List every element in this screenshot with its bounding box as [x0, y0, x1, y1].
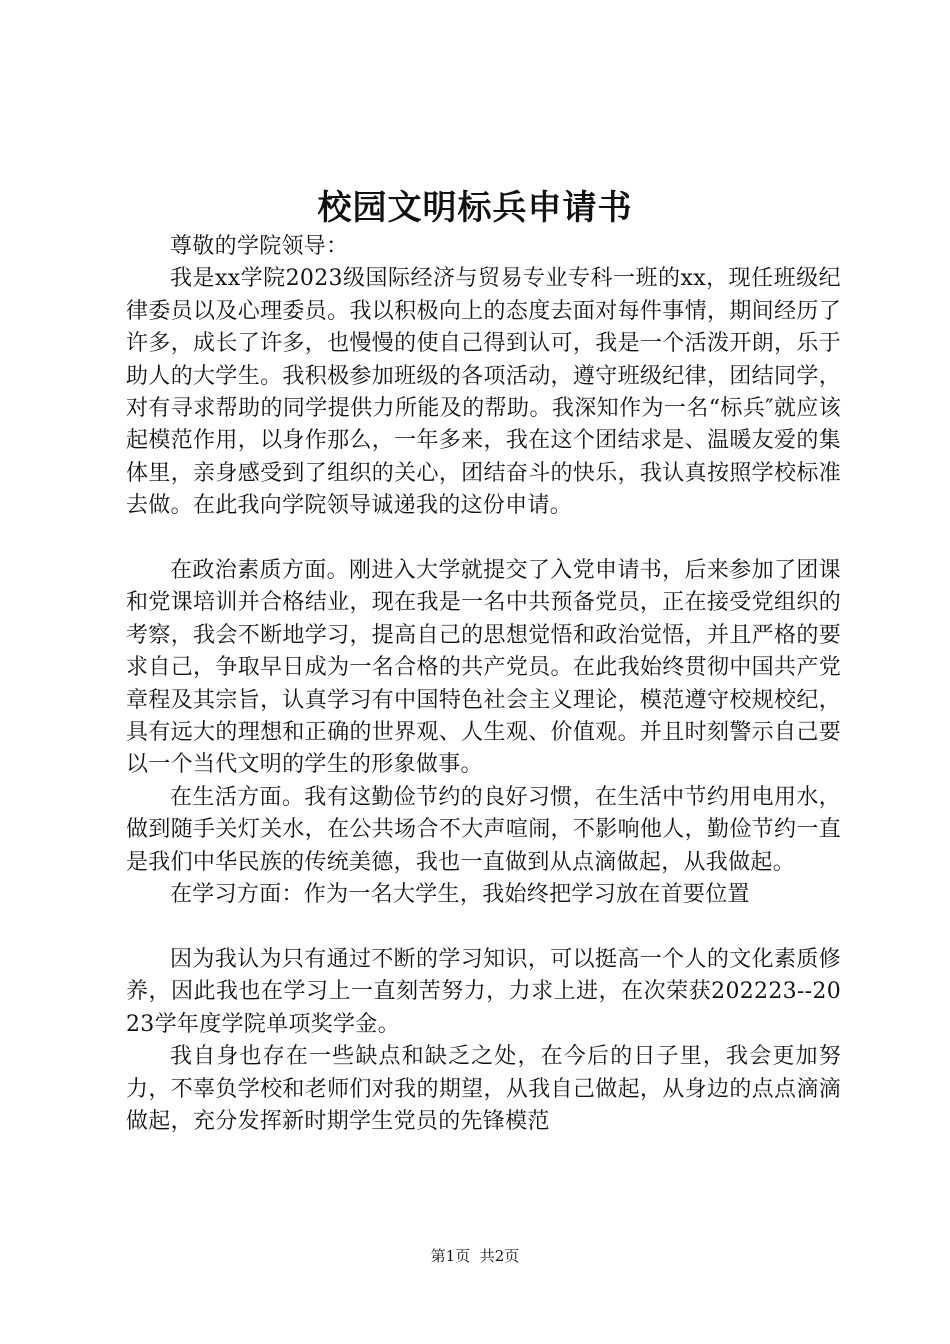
paragraph-study: 因为我认为只有通过不断的学习知识，可以挺高一个人的文化素质修养，因此我也在学习上一直刻苦努力，力求上进，在次荣获202223--2023学年度学院单项奖学金。	[126, 946, 841, 1037]
paragraph-life: 在生活方面。我有这勤俭节约的良好习惯，在生活中节约用电用水，做到随手关灯关水，在公共场合不大声喧闹，不影响他人，勤俭节约一直是我们中华民族的传统美德，我也一直做到从点滴做起，从我做起。	[126, 784, 841, 875]
paragraph-closing: 我自身也存在一些缺点和缺乏之处，在今后的日子里，我会更加努力，不辜负学校和老师们对我的期望，从我自己做起，从身边的点点滴滴做起，充分发挥新时期学生党员的先锋模范	[126, 1044, 841, 1134]
document-title: 校园文明标兵申请书	[317, 188, 633, 228]
page-footer	[0, 1246, 950, 1266]
document-body	[126, 231, 841, 1138]
paragraph-political: 在政治素质方面。刚进入大学就提交了入党申请书，后来参加了团课和党课培训并合格结业，现在我是一名中共预备党员，正在接受党组织的考察，我会不断地学习，提高自己的思想觉悟和政治觉悟，并且严格的要求自己，争取早日成为一名合格的共产党员。在此我始终贯彻中国共产党章程及其宗旨，认真学习有中国特色社会主义理论，模范遵守校规校纪，具有远大的理想和正确的世界观、人生观、价值观。并且时刻警示自己要以一个当代文明的学生的形象做事。	[126, 558, 841, 778]
paragraph-intro: 我是xx学院2023级国际经济与贸易专业专科一班的xx，现任班级纪律委员以及心理委员。我以积极向上的态度去面对每件事情，期间经历了许多，成长了许多，也慢慢的使自己得到认可，我是一个活泼开朗，乐于助人的大学生。我积极参加班级的各项活动，遵守班级纪律，团结同学，对有寻求帮助的同学提供力所能及的帮助。我深知作为一名“标兵″就应该起模范作用，以身作那么，一年多来，我在这个团结求是、温暖友爱的集体里，亲身感受到了组织的关心，团结奋斗的快乐，我认真按照学校标准去做。在此我向学院领导诚递我的这份申请。	[126, 266, 841, 519]
paragraph-study-heading: 在学习方面：作为一名大学生，我始终把学习放在首要位置	[170, 882, 750, 908]
page-number: 第1页	[430, 1247, 471, 1265]
blank-line	[126, 912, 841, 944]
salutation: 尊敬的学院领导：	[170, 234, 349, 259]
page-total: 共2页	[479, 1247, 520, 1265]
blank-line	[126, 523, 841, 555]
